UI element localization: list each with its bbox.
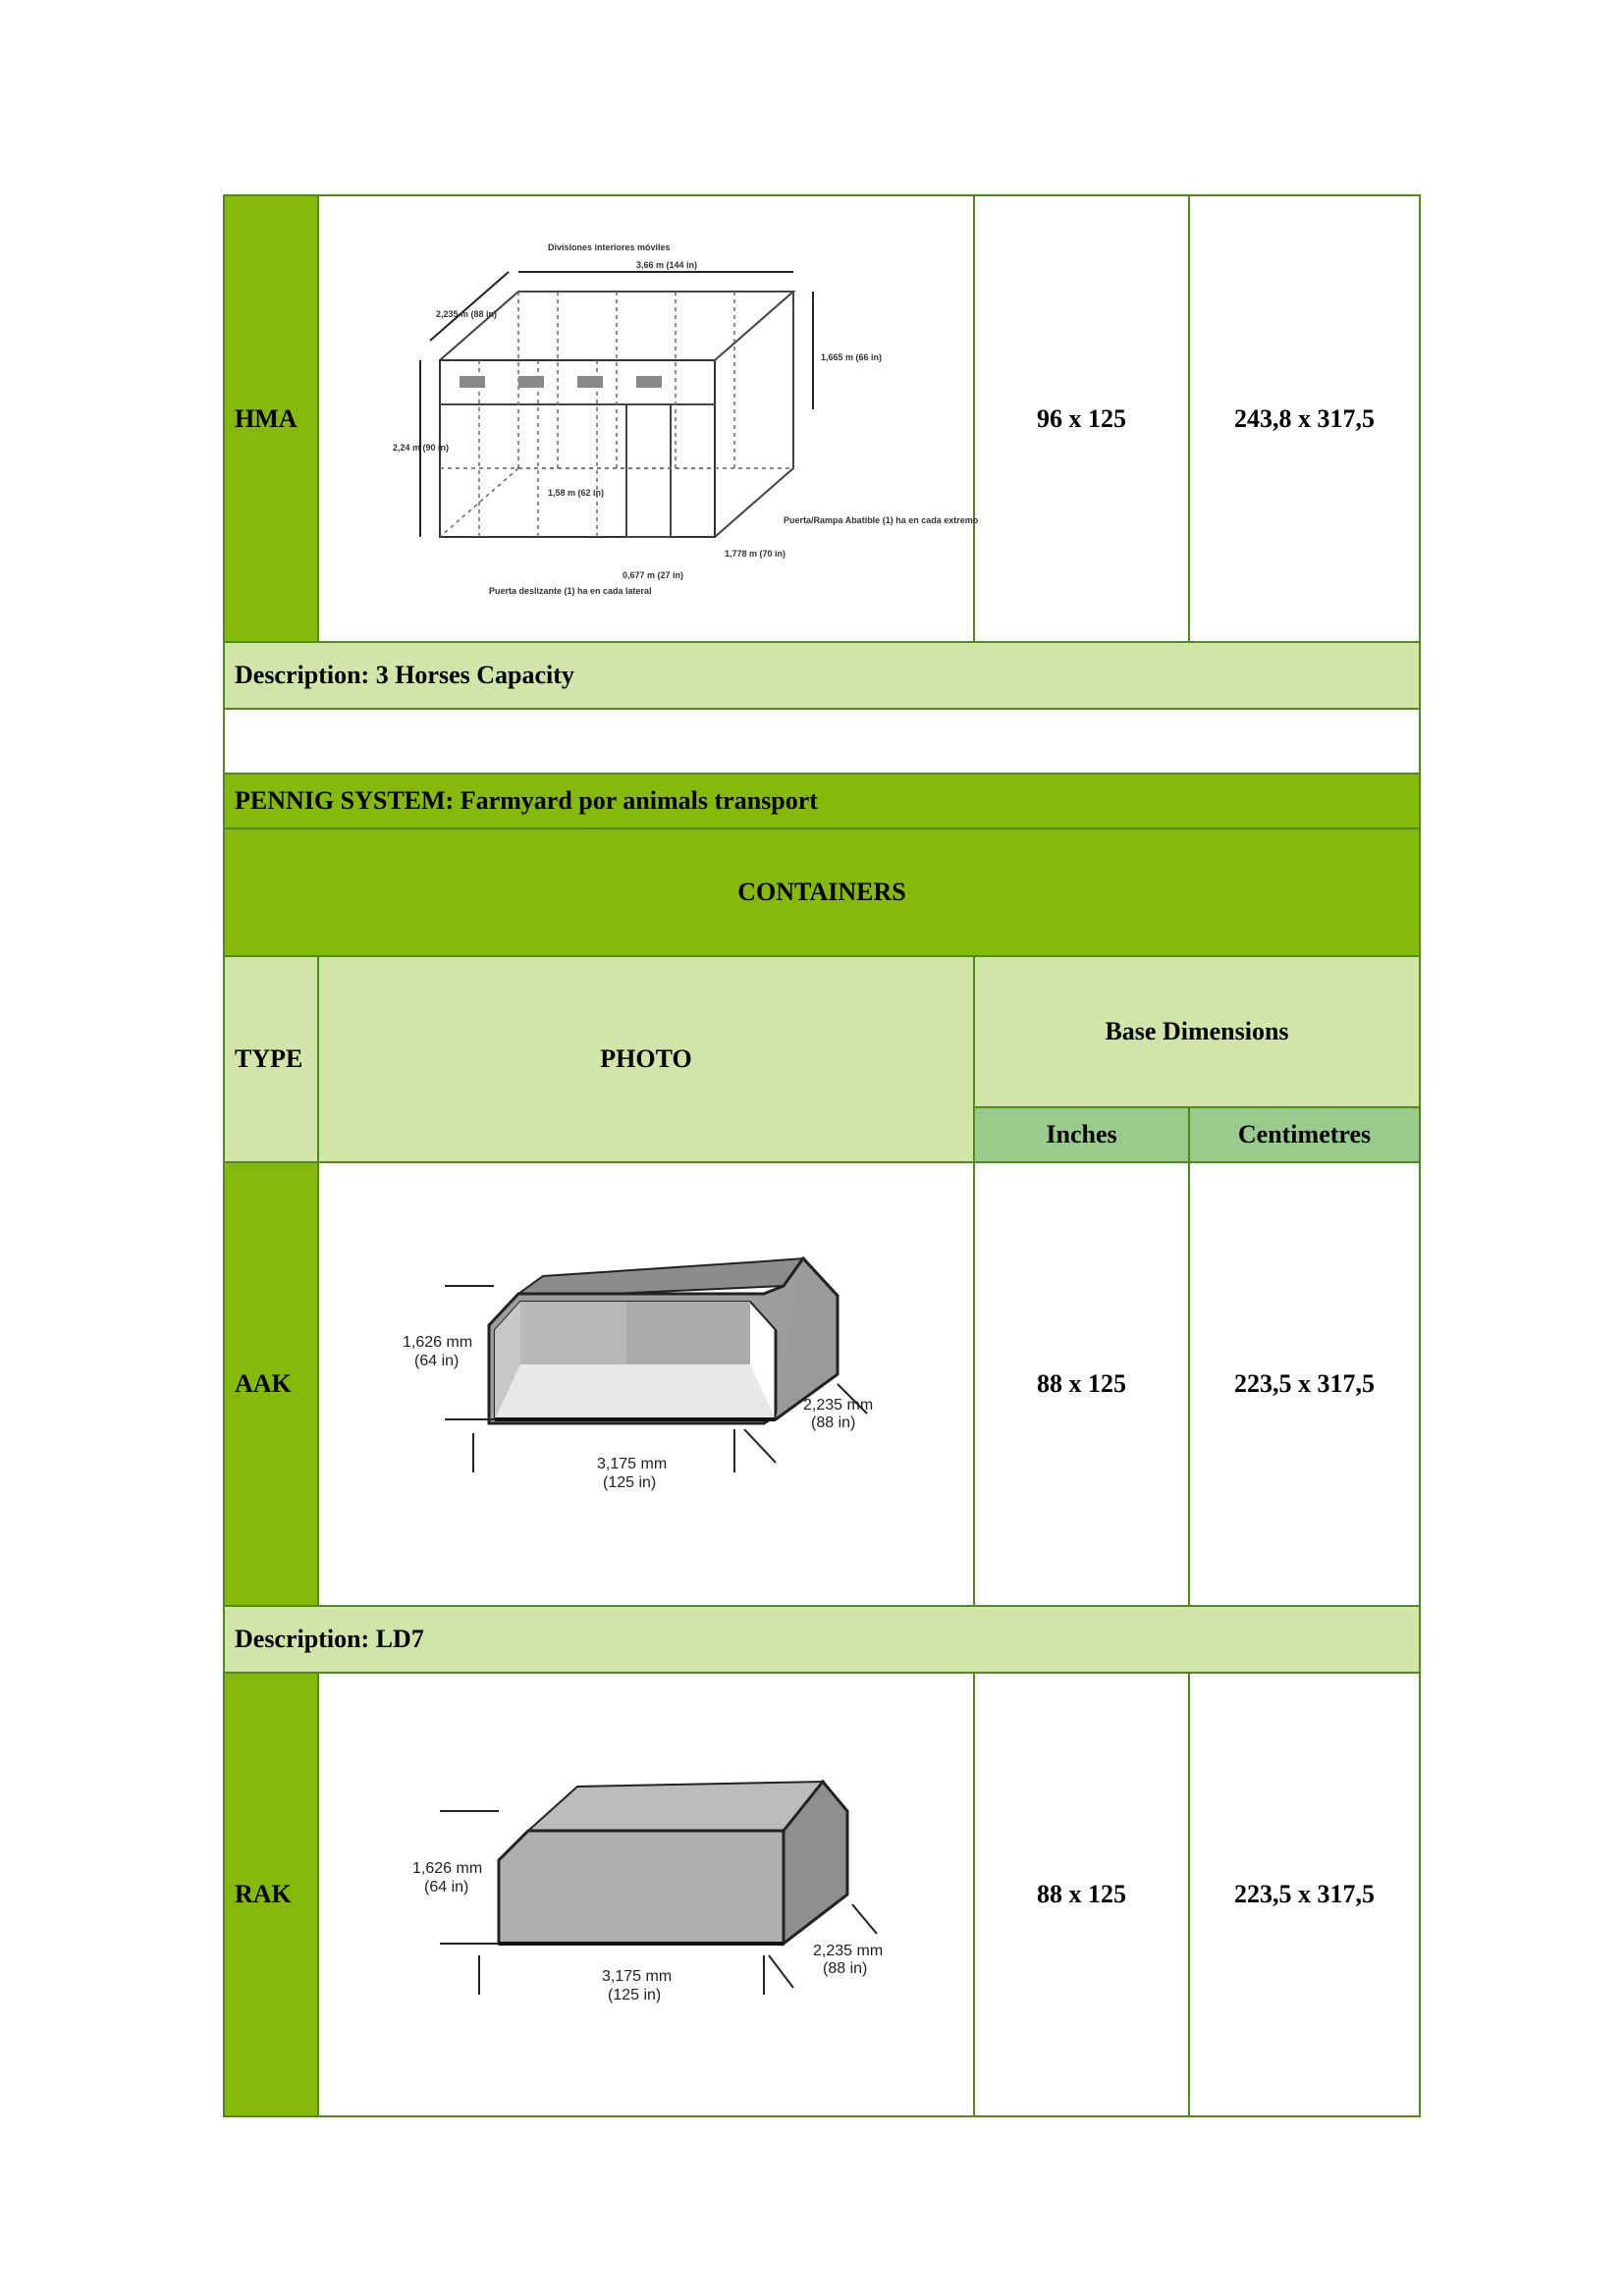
- aak-description: Description: LD7: [224, 1606, 1420, 1673]
- aak-container-diagram: [391, 1237, 901, 1531]
- hma-description-row: [224, 642, 1420, 709]
- rak-inches-cell: [974, 1673, 1189, 2116]
- aak-dim-depth: 2,235 mm: [803, 1397, 874, 1414]
- section-title: PENNIG SYSTEM: Farmyard por animals transport: [224, 774, 1420, 828]
- hma-type-cell: [224, 195, 318, 642]
- rak-dim-depth: 2,235 mm: [813, 1943, 884, 1959]
- rak-dim-depth-in: (88 in): [823, 1960, 868, 1977]
- rak-type: RAK: [235, 1880, 292, 1908]
- aak-dim-height-in: (64 in): [414, 1353, 460, 1369]
- header-photo: PHOTO: [318, 956, 974, 1162]
- hma-centimetres-cell: [1189, 195, 1420, 642]
- aak-photo-cell: [318, 1162, 974, 1606]
- rak-dim-height-in: (64 in): [424, 1879, 469, 1896]
- hma-container-diagram: [391, 233, 979, 606]
- hma-length-label: 3,66 m (144 in): [636, 259, 698, 270]
- hma-depth-label: 2,235 m (88 in): [436, 308, 498, 319]
- aak-type-cell: [224, 1162, 318, 1606]
- rak-dim-length-in: (125 in): [608, 1987, 662, 2003]
- hma-photo-cell: [318, 195, 979, 642]
- header-centimetres: Centimetres: [1189, 1107, 1420, 1162]
- hma-inches: 96 x 125: [1037, 403, 1126, 433]
- spacer-cell: [224, 709, 1420, 774]
- hma-side-door-label: Puerta deslizante (1) ha en cada lateral: [489, 585, 652, 596]
- containers-title: CONTAINERS: [224, 828, 1420, 956]
- hma-ramp-label: Puerta/Rampa Abatible (1) ha en cada extremo: [784, 514, 979, 525]
- containers-title-row: [224, 828, 1420, 956]
- rak-centimetres: 223,5 x 317,5: [1234, 1880, 1375, 1908]
- rak-row: [224, 1673, 1420, 2116]
- hma-centimetres: 243,8 x 317,5: [1234, 403, 1375, 433]
- hma-description: Description: 3 Horses Capacity: [224, 642, 1420, 709]
- hma-row: [224, 195, 1420, 642]
- hma-door-width-label: 0,677 m (27 in): [623, 569, 684, 580]
- rak-dim-height: 1,626 mm: [412, 1860, 483, 1877]
- rak-type-cell: [224, 1673, 318, 2116]
- rak-container-diagram: [391, 1747, 901, 2042]
- header-type: TYPE: [224, 956, 318, 1162]
- spacer-row: [224, 709, 1420, 774]
- hma-height-left-label: 2,24 m (90 in): [393, 442, 450, 453]
- aak-inches-cell: [974, 1162, 1189, 1606]
- aak-type: AAK: [235, 1369, 292, 1398]
- aak-inches: 88 x 125: [1037, 1369, 1126, 1398]
- aak-row: [224, 1162, 1420, 1606]
- aak-dim-height: 1,626 mm: [403, 1334, 473, 1351]
- aak-description-row: [224, 1606, 1420, 1673]
- hma-note-top: Divisiones interiores móviles: [548, 241, 671, 252]
- hma-height-right-label: 1,665 m (66 in): [821, 351, 883, 362]
- rak-inches: 88 x 125: [1037, 1880, 1126, 1908]
- header-inches: Inches: [974, 1107, 1189, 1162]
- aak-centimetres: 223,5 x 317,5: [1234, 1369, 1375, 1398]
- rak-photo-cell: [318, 1673, 974, 2116]
- section-title-row: [224, 774, 1420, 828]
- rak-dim-length: 3,175 mm: [602, 1968, 673, 1985]
- hma-bottom-length-label: 1,778 m (70 in): [725, 548, 786, 559]
- aak-dim-length-in: (125 in): [603, 1474, 657, 1491]
- rak-centimetres-cell: [1189, 1673, 1420, 2116]
- header-base-dimensions: Base Dimensions: [974, 956, 1420, 1107]
- aak-dim-depth-in: (88 in): [811, 1415, 856, 1431]
- aak-dim-length: 3,175 mm: [597, 1456, 668, 1472]
- hma-inches-cell: [974, 195, 1189, 642]
- aak-centimetres-cell: [1189, 1162, 1420, 1606]
- hma-type: HMA: [235, 403, 298, 433]
- hma-inner-label: 1,58 m (62 in): [548, 487, 605, 498]
- container-table: [223, 194, 1419, 2117]
- header-row-1: [224, 956, 1420, 1107]
